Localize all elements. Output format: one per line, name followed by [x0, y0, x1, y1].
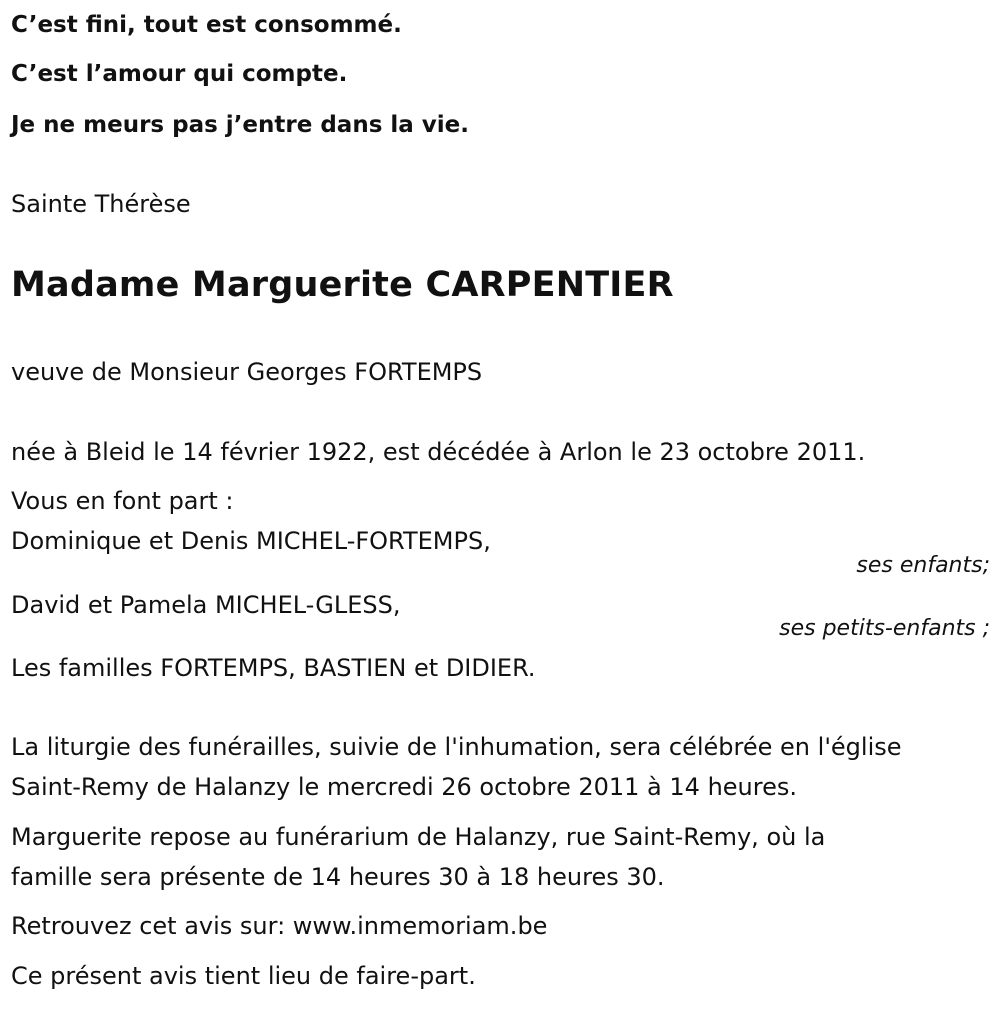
verse-author: Sainte Thérèse [11, 190, 191, 218]
birth-death-line: née à Bleid le 14 février 1922, est décédée à Arlon le 23 octobre 2011. [11, 438, 866, 466]
relation-children: ses enfants; [856, 553, 990, 578]
verse-line-3: Je ne meurs pas j’entre dans la vie. [11, 112, 470, 138]
deceased-name: Madame Marguerite CARPENTIER [11, 265, 674, 305]
relation-grandchildren: ses petits-enfants ; [779, 616, 990, 641]
family-names-others: Les familles FORTEMPS, BASTIEN et DIDIER. [11, 654, 536, 682]
liturgy-line-2: Saint-Remy de Halanzy le mercredi 26 octobre 2011 à 14 heures. [11, 773, 797, 801]
announce-intro: Vous en font part : [11, 487, 234, 515]
rest-line-2: famille sera présente de 14 heures 30 à 18 heures 30. [11, 863, 665, 891]
rest-line-1: Marguerite repose au funérarium de Halanzy, rue Saint-Remy, où la [11, 823, 826, 851]
liturgy-line-1: La liturgie des funérailles, suivie de l'inhumation, sera célébrée en l'église [11, 733, 902, 761]
website-line: Retrouvez cet avis sur: www.inmemoriam.be [11, 912, 548, 940]
verse-line-1: C’est fini, tout est consommé. [11, 12, 402, 38]
verse-line-2: C’est l’amour qui compte. [11, 61, 348, 87]
closing-line: Ce présent avis tient lieu de faire-part. [11, 962, 476, 990]
family-names-grandchildren: David et Pamela MICHEL-GLESS, [11, 591, 401, 619]
family-names-children: Dominique et Denis MICHEL-FORTEMPS, [11, 527, 491, 555]
spouse-line: veuve de Monsieur Georges FORTEMPS [11, 358, 483, 386]
